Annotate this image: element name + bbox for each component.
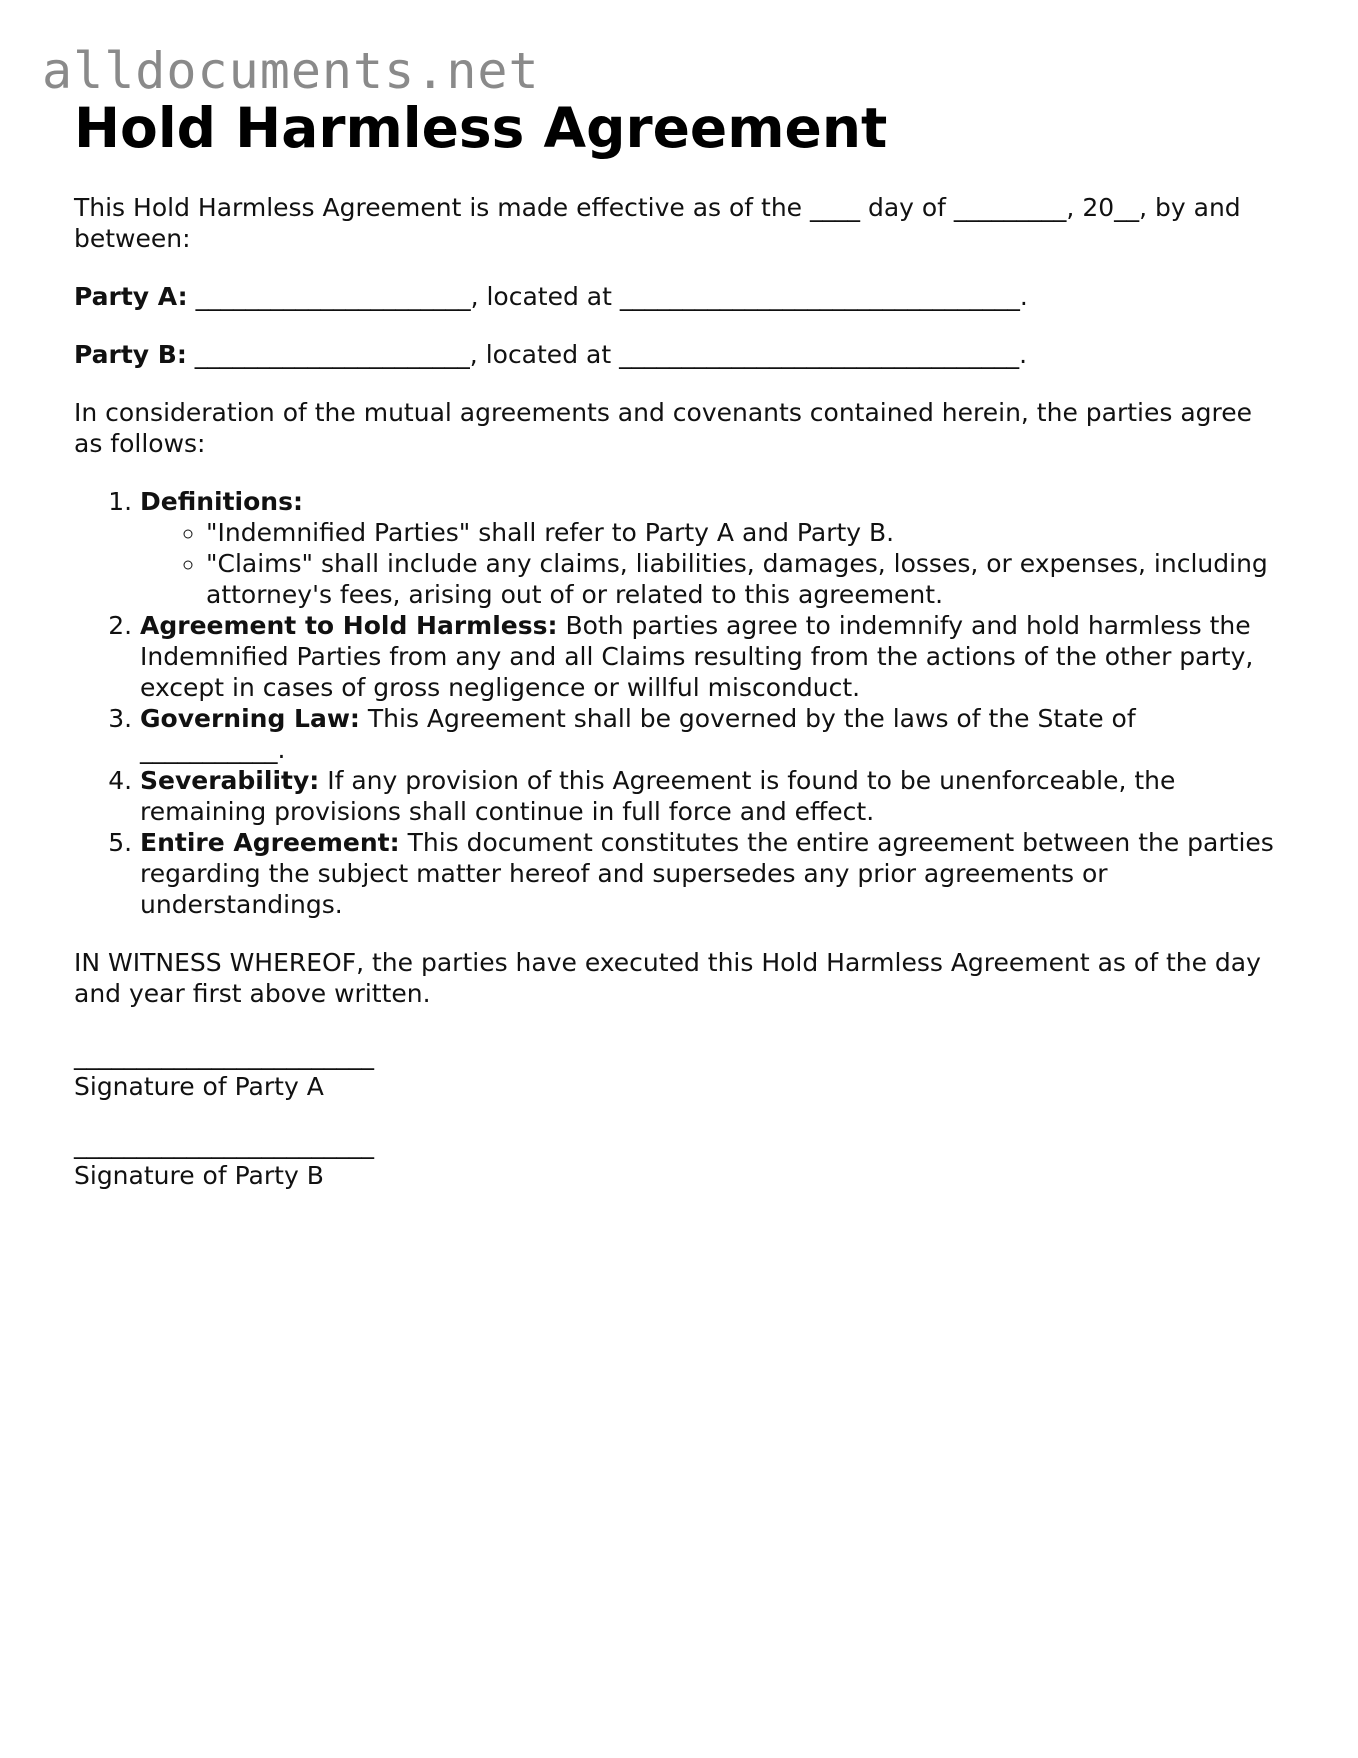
clause-hold-harmless xyxy=(140,610,1284,703)
intro-paragraph: This Hold Harmless Agreement is made effective as of the ____ day of _________, 20__, by and between: xyxy=(74,193,1241,253)
document-title: Hold Harmless Agreement xyxy=(74,96,888,160)
watermark: alldocuments.net xyxy=(42,42,540,100)
clauses-list xyxy=(74,486,1284,920)
definition-item: ◦ "Claims" shall include any claims, liabilities, damages, losses, or expenses, including attorney's fees, arising out of or related to this agreement. xyxy=(206,548,1284,610)
clause-heading: Severability: xyxy=(140,766,320,795)
clause-heading: Agreement to Hold Harmless: xyxy=(140,611,558,640)
party-b-line xyxy=(74,339,1284,370)
definitions-list xyxy=(140,517,1284,610)
clause-text: If any provision of this Agreement is found to be unenforceable, the remaining provisions shall continue in full force and effect. xyxy=(140,766,1176,826)
signature-block-party-a xyxy=(74,1040,1284,1102)
signature-line: ________________________ xyxy=(74,1130,374,1159)
clause-text: Both parties agree to indemnify and hold harmless the Indemnified Parties from any and all Claims resulting from the actions of the other party, except in cases of gross negligence or willful misconduct. xyxy=(140,611,1254,702)
document-page xyxy=(74,96,1284,1191)
party-b-fields: ______________________, located at ________________________________. xyxy=(186,340,1028,369)
signature-label: Signature of Party B xyxy=(74,1161,324,1190)
party-a-fields: ______________________, located at ________________________________. xyxy=(187,282,1028,311)
consideration-paragraph: In consideration of the mutual agreements and covenants contained herein, the parties agree as follows: xyxy=(74,398,1253,458)
definition-item: ◦ "Indemnified Parties" shall refer to Party A and Party B. xyxy=(206,517,1284,548)
clause-heading: Definitions: xyxy=(140,487,303,516)
clause-definitions xyxy=(140,486,1284,610)
clause-governing-law xyxy=(140,703,1284,765)
clause-entire-agreement xyxy=(140,827,1284,920)
clause-heading: Governing Law: xyxy=(140,704,360,733)
clause-text: This document constitutes the entire agreement between the parties regarding the subject matter hereof and supersedes any prior agreements or understandings. xyxy=(140,828,1274,919)
signature-block-party-b xyxy=(74,1129,1284,1191)
clause-heading: Entire Agreement: xyxy=(140,828,400,857)
signature-label: Signature of Party A xyxy=(74,1072,324,1101)
clause-severability xyxy=(140,765,1284,827)
clause-text: This Agreement shall be governed by the laws of the State of ___________. xyxy=(140,704,1136,764)
witness-paragraph: IN WITNESS WHEREOF, the parties have executed this Hold Harmless Agreement as of the day and year first above written. xyxy=(74,948,1261,1008)
party-b-label: Party B: xyxy=(74,340,187,369)
party-a-line xyxy=(74,281,1284,312)
party-a-label: Party A: xyxy=(74,282,188,311)
signature-line: ________________________ xyxy=(74,1041,374,1070)
